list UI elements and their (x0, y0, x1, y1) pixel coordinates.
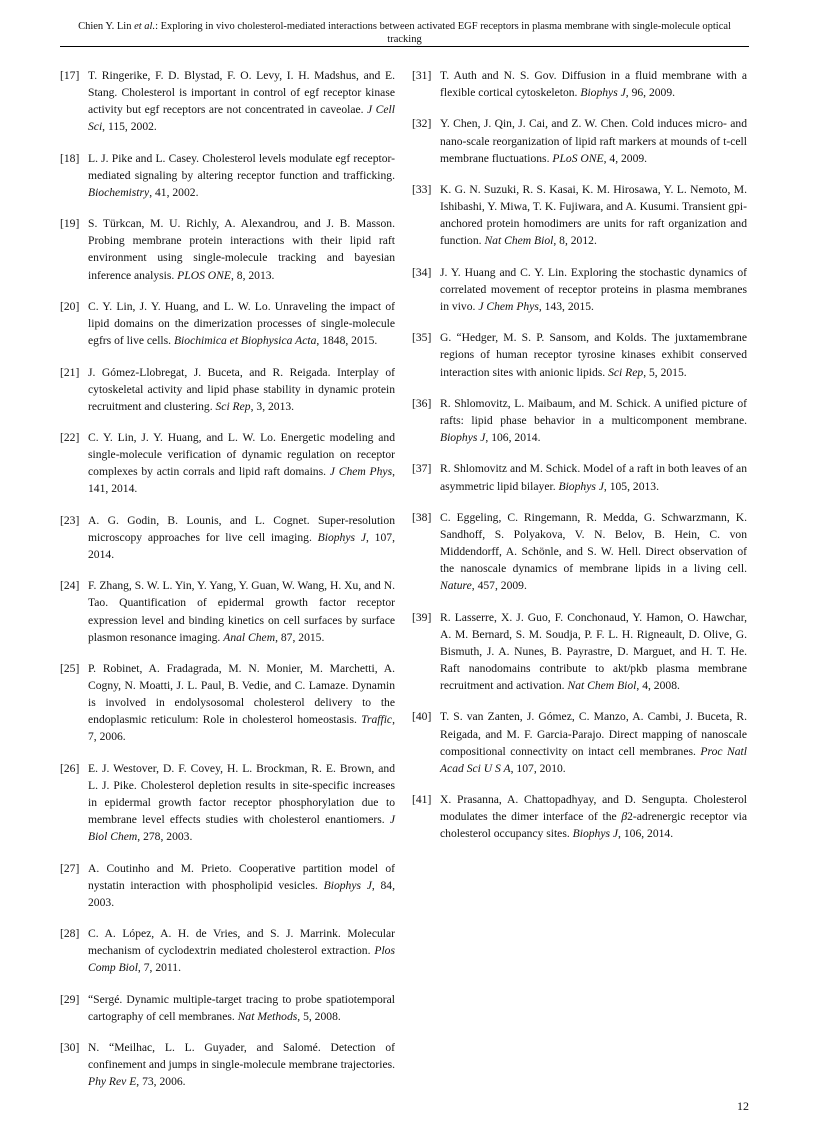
reference-text (88, 364, 395, 415)
reference-text (88, 925, 395, 976)
reference-authors-title: C. Eggeling, C. Ringemann, R. Medda, G. Schwarzmann, K. Sandhoff, S. Polyakova, V. N. Belov, B. Hein, C. von Middendorff, A. Schönle, and S. W. Hell. Direct observation of the nanoscale dynamics of membrane lipids in a living cell. (440, 510, 747, 576)
reference-authors-title: G. “Hedger, M. S. P. Sansom, and Kolds. The juxtamembrane regions of human receptor tyrosine kinases exhibit conserved interaction sites with anionic lipids. (440, 331, 747, 379)
reference-number: [18] (60, 151, 80, 165)
reference-item (412, 460, 747, 494)
reference-number: [26] (60, 761, 80, 775)
reference-journal: Nat Chem Biol (484, 234, 554, 248)
reference-authors-title: A. Coutinho and M. Prieto. Cooperative partition model of nystatin interaction with phospholipid vesicles. (88, 861, 395, 892)
reference-item (60, 991, 395, 1025)
reference-journal: Biophys J (558, 479, 604, 493)
reference-volume-year: , 87, 2015. (275, 630, 325, 644)
reference-number: [20] (60, 299, 80, 313)
reference-authors-title: C. A. López, A. H. de Vries, and S. J. Marrink. Molecular mechanism of cyclodextrin mediated cholesterol extraction. (88, 927, 395, 958)
reference-text (88, 67, 395, 135)
reference-authors-title: C. Y. Lin, J. Y. Huang, and L. W. Lo. Energetic modeling and single-molecule verification of dynamic regulation on receptor complexes by actin corrals and lipid raft domains. (88, 431, 395, 479)
reference-number: [19] (60, 217, 80, 231)
reference-item (60, 429, 395, 497)
reference-item (412, 264, 747, 315)
reference-text (88, 760, 395, 845)
reference-volume-year: , 84, 2003. (88, 878, 395, 909)
reference-journal: Anal Chem (223, 630, 276, 644)
reference-text (440, 264, 747, 315)
reference-authors-title: R. Shlomovitz and M. Schick. Model of a raft in both leaves of an asymmetric lipid bilayer. (440, 462, 747, 493)
reference-item (412, 609, 747, 694)
reference-authors-title: T. S. van Zanten, J. Gómez, C. Manzo, A. Cambi, J. Buceta, R. Reigada, and M. F. Garcia-Parajo. Direct mapping of nanoscale compositional connectivity on intact cell membranes. (440, 710, 747, 758)
reference-text (440, 115, 747, 166)
reference-journal: Biophys J (572, 827, 619, 841)
header-etal: et al. (134, 21, 156, 32)
reference-item (412, 115, 747, 166)
reference-volume-year: , 73, 2006. (136, 1075, 186, 1089)
reference-number: [30] (60, 1041, 80, 1055)
reference-volume-year: , 106, 2014. (485, 431, 541, 445)
reference-journal: Biochemistry (88, 185, 150, 199)
reference-number: [35] (412, 331, 432, 345)
reference-item (60, 364, 395, 415)
reference-journal: J Chem Phys (478, 299, 539, 313)
reference-number: [29] (60, 992, 80, 1006)
reference-authors-title: K. G. N. Suzuki, R. S. Kasai, K. M. Hirosawa, Y. L. Nemoto, M. Ishibashi, Y. Miwa, T. K. Fujiwara, and A. Kusumi. Transient gpi-anchored protein homodimers are units for raft organization and function. (440, 183, 747, 248)
reference-title-continued: 2-adrenergic receptor via cholesterol occupancy sites. (440, 810, 747, 841)
reference-number: [17] (60, 69, 80, 82)
reference-volume-year: , 107, 2014. (88, 530, 395, 561)
running-header (60, 20, 749, 46)
reference-authors-title: A. G. Godin, B. Lounis, and L. Cognet. Super-resolution microscopy approaches for live cell imaging. (88, 513, 395, 544)
reference-journal: J Chem Phys (329, 465, 393, 479)
reference-volume-year: , 8, 2013. (230, 268, 275, 282)
reference-item (412, 329, 747, 380)
reference-number: [33] (412, 183, 432, 197)
reference-item (412, 509, 747, 594)
reference-item (60, 215, 395, 283)
reference-volume-year: , 115, 2002. (102, 120, 157, 134)
reference-number: [41] (412, 793, 432, 807)
reference-journal: Proc Natl Acad Sci U S A (440, 744, 747, 775)
reference-volume-year: , 107, 2010. (510, 761, 566, 775)
reference-volume-year: , 8, 2012. (553, 234, 597, 248)
reference-text (88, 150, 395, 201)
reference-authors-title: E. J. Westover, D. F. Covey, H. L. Brockman, R. E. Brown, and L. J. Pike. Cholesterol depletion results in site-specific increases in epidermal growth factor receptor phosphorylation due to membrane level effects studies with cholesterol enantiomers. (88, 761, 395, 827)
reference-volume-year: , 7, 2011. (137, 961, 181, 975)
reference-journal: J Cell Sci (88, 103, 395, 134)
reference-item (60, 760, 395, 845)
reference-journal: Traffic (361, 713, 393, 727)
reference-item (412, 67, 747, 101)
reference-volume-year: , 1848, 2015. (316, 334, 378, 348)
reference-item (60, 925, 395, 976)
reference-text (440, 67, 747, 101)
reference-volume-year: , 4, 2008. (636, 679, 680, 693)
reference-journal: Nat Methods (237, 1009, 298, 1023)
reference-text (88, 215, 395, 283)
reference-number: [27] (60, 861, 80, 875)
reference-text (440, 395, 747, 446)
reference-item (60, 577, 395, 645)
reference-authors-title: N. “Meilhac, L. L. Guyader, and Salomé. Detection of confinement and jumps in single-molecule membrane trajectories. (88, 1041, 395, 1072)
reference-text (440, 329, 747, 380)
reference-journal: Nat Chem Biol (567, 679, 637, 693)
reference-text (88, 298, 395, 349)
reference-journal: Biophys J (317, 530, 366, 544)
reference-number: [37] (412, 462, 432, 476)
reference-text (440, 791, 747, 842)
reference-volume-year: , 5, 2015. (643, 365, 687, 379)
reference-text (88, 512, 395, 563)
reference-authors-title: L. J. Pike and L. Casey. Cholesterol levels modulate egf receptor-mediated signaling by altering receptor function and trafficking. (88, 151, 395, 182)
reference-volume-year: , 106, 2014. (618, 827, 674, 841)
reference-number: [40] (412, 710, 432, 724)
reference-volume-year: , 457, 2009. (471, 579, 527, 593)
reference-number: [24] (60, 579, 80, 593)
reference-number: [28] (60, 927, 80, 941)
reference-volume-year: , 96, 2009. (625, 86, 676, 100)
reference-item (412, 395, 747, 446)
reference-text (88, 860, 395, 911)
reference-authors-title: F. Zhang, S. W. L. Yin, Y. Yang, Y. Guan, W. Wang, H. Xu, and N. Tao. Quantification of epidermal growth factor receptor expression level and binding kinetics on cell surfaces by surface plasmon resonance imaging. (88, 579, 396, 644)
reference-journal: Biophys J (440, 431, 486, 445)
reference-text (88, 429, 395, 497)
reference-text (88, 660, 395, 745)
header-title: : Exploring in vivo cholesterol-mediated interactions between activated EGF receptors in plasma membrane with single-molecule optical tracking (155, 21, 731, 45)
reference-journal: J Biol Chem (88, 813, 395, 844)
reference-item (412, 181, 747, 249)
reference-journal: Nature (440, 579, 472, 593)
page-number: 12 (737, 1099, 749, 1113)
reference-item (60, 660, 395, 745)
reference-authors-title: X. Prasanna, A. Chattopadhyay, and D. Sengupta. Cholesterol modulates the dimer interface of the (440, 793, 747, 824)
reference-item (60, 298, 395, 349)
reference-number: [34] (412, 265, 432, 279)
reference-number: [32] (412, 117, 432, 131)
reference-number: [22] (60, 431, 80, 445)
reference-volume-year: , 105, 2013. (603, 479, 659, 493)
reference-authors-title: R. Lasserre, X. J. Guo, F. Conchonaud, Y. Hamon, O. Hawchar, A. M. Bernard, S. M. Soudja, P. F. L. H. Rigneault, D. Olive, G. Bismuth, J. A. Nunes, B. Payrastre, D. Marguet, and H. T. He. Raft nanodomains contribute to akt/pkb plasma membrane recruitment and activation. (440, 610, 747, 693)
references-right-column (412, 67, 747, 857)
reference-authors-title: J. Gómez-Llobregat, J. Buceta, and R. Reigada. Interplay of cytoskeletal activity and lipid phase stability in dynamic protein recruitment and clustering. (88, 365, 395, 413)
reference-number: [31] (412, 69, 432, 82)
reference-number: [23] (60, 513, 80, 527)
reference-text (88, 1039, 395, 1090)
header-author: Chien Y. Lin (78, 21, 135, 32)
reference-volume-year: , 3, 2013. (250, 399, 295, 413)
reference-journal: Biophys J (580, 86, 626, 100)
reference-item (60, 150, 395, 201)
reference-authors-title: S. Türkcan, M. U. Richly, A. Alexandrou, and J. B. Masson. Probing membrane protein interactions with their lipid raft environment using single-molecule tracking and bayesian inference analysis. (88, 217, 395, 282)
reference-volume-year: , 141, 2014. (88, 465, 395, 496)
reference-volume-year: , 7, 2006. (88, 713, 395, 744)
reference-journal: Plos Comp Biol (88, 944, 395, 975)
reference-authors-title: T. Auth and N. S. Gov. Diffusion in a fluid membrane with a flexible cortical cytoskeleton. (440, 69, 747, 100)
reference-item (60, 1039, 395, 1090)
reference-item (60, 860, 395, 911)
reference-text (440, 509, 747, 594)
reference-journal: Biochimica et Biophysica Acta (173, 334, 317, 348)
reference-text (440, 609, 747, 694)
reference-authors-title: “Sergé. Dynamic multiple-target tracing to probe spatiotemporal cartography of cell membranes. (88, 992, 395, 1023)
reference-item (60, 512, 395, 563)
reference-number: [38] (412, 510, 432, 524)
reference-number: [21] (60, 365, 80, 379)
reference-journal: Biophys J (323, 878, 372, 892)
reference-authors-title: Y. Chen, J. Qin, J. Cai, and Z. W. Chen. Cold induces micro- and nano-scale reorganization of lipid raft markers at mounds of t-cell membrane fluctuations. (440, 117, 747, 165)
reference-volume-year: , 41, 2002. (149, 185, 199, 199)
reference-journal: Sci Rep (608, 365, 644, 379)
reference-item (60, 67, 395, 135)
reference-math-symbol: β (621, 810, 628, 824)
reference-volume-year: , 278, 2003. (137, 830, 193, 844)
references-left-column (60, 67, 395, 1105)
reference-number: [39] (412, 610, 432, 624)
reference-item (412, 708, 747, 776)
reference-text (440, 460, 747, 494)
header-rule (60, 46, 749, 47)
reference-volume-year: , 4, 2009. (603, 151, 648, 165)
reference-authors-title: T. Ringerike, F. D. Blystad, F. O. Levy, I. H. Madshus, and E. Stang. Cholesterol is important in control of egf receptor kinase activity but egf receptors are not concentrated in caveolae. (88, 69, 395, 117)
reference-journal: Sci Rep (215, 399, 251, 413)
reference-authors-title: C. Y. Lin, J. Y. Huang, and L. W. Lo. Unraveling the impact of lipid domains on the dimerization processes of single-molecule egfrs of live cells. (88, 299, 395, 348)
reference-number: [36] (412, 396, 432, 410)
reference-journal: PLOS ONE (177, 268, 231, 282)
reference-authors-title: R. Shlomovitz, L. Maibaum, and M. Schick. A unified picture of rafts: lipid phase behavior in a multicomponent membrane. (440, 396, 747, 427)
reference-text (88, 577, 395, 645)
reference-item (412, 791, 747, 842)
reference-volume-year: , 5, 2008. (297, 1009, 341, 1023)
reference-volume-year: , 143, 2015. (538, 299, 594, 313)
reference-text (440, 181, 747, 249)
reference-authors-title: P. Robinet, A. Fradagrada, M. N. Monier, M. Marchetti, A. Cogny, N. Moatti, J. L. Paul, B. Vedie, and C. Lamaze. Dynamin is involved in endolysosomal cholesterol delivery to the endoplasmic reticulum: Role in cholesterol homeostasis. (88, 662, 395, 727)
reference-journal: PLoS ONE (552, 151, 604, 165)
reference-authors-title: J. Y. Huang and C. Y. Lin. Exploring the stochastic dynamics of correlated movement of receptor proteins in plasma membranes in vivo. (440, 265, 747, 313)
reference-number: [25] (60, 662, 80, 675)
reference-journal: Phy Rev E (88, 1075, 137, 1089)
reference-text (440, 708, 747, 776)
reference-text (88, 991, 395, 1025)
